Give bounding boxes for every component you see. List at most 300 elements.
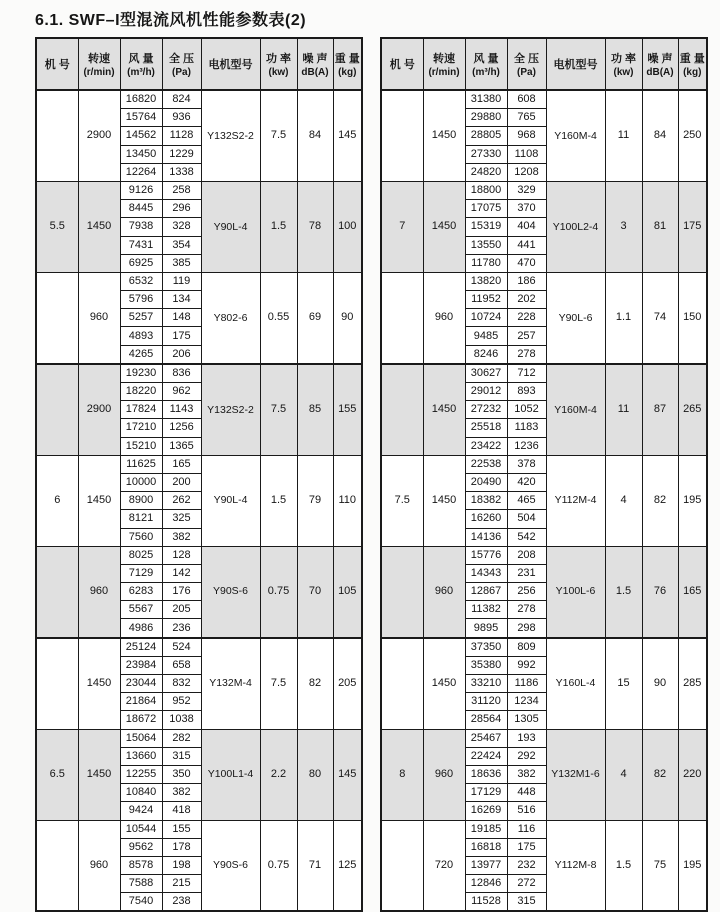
speed-cell: 1450 [423,638,465,729]
header-unit: (r/min) [83,67,115,78]
airflow-cell: 7129 [120,564,162,582]
pressure-cell: 712 [507,364,546,383]
motor-model-cell: Y112M-8 [546,820,605,911]
airflow-cell: 23044 [120,675,162,693]
weight-cell: 195 [678,455,707,546]
airflow-cell: 17129 [465,784,507,802]
pressure-cell: 350 [162,765,201,783]
airflow-cell: 28564 [465,711,507,729]
pressure-cell: 142 [162,564,201,582]
header-label: 噪 声 [302,53,328,65]
machine-number-cell [381,364,423,455]
pressure-cell: 278 [507,345,546,364]
motor-model-cell: Y100L1-4 [201,729,260,820]
pressure-cell: 128 [162,546,201,564]
airflow-cell: 14343 [465,564,507,582]
motor-model-cell: Y160L-4 [546,638,605,729]
speed-cell: 1450 [78,729,120,820]
airflow-cell: 4265 [120,345,162,364]
airflow-cell: 12867 [465,583,507,601]
airflow-cell: 15776 [465,546,507,564]
airflow-cell: 30627 [465,364,507,383]
machine-number-cell [36,820,78,911]
power-cell: 4 [605,729,642,820]
airflow-cell: 16820 [120,90,162,109]
pressure-cell: 832 [162,675,201,693]
pressure-cell: 465 [507,492,546,510]
machine-number-cell [381,272,423,363]
noise-cell: 71 [297,820,333,911]
pressure-cell: 215 [162,875,201,893]
motor-model-cell: Y160M-4 [546,90,605,181]
power-cell: 1.5 [260,181,297,272]
airflow-cell: 10544 [120,820,162,838]
noise-cell: 80 [297,729,333,820]
weight-cell: 265 [678,364,707,455]
airflow-cell: 9895 [465,619,507,638]
noise-cell: 70 [297,546,333,637]
noise-cell: 85 [297,364,333,455]
motor-model-cell: Y132M-4 [201,638,260,729]
airflow-cell: 20490 [465,473,507,491]
pressure-cell: 809 [507,638,546,657]
airflow-cell: 31120 [465,693,507,711]
column-header [605,38,642,90]
fan-spec-table [380,37,708,912]
pressure-cell: 278 [507,601,546,619]
spec-table-right [380,37,708,912]
pressure-cell: 329 [507,181,546,199]
pressure-cell: 382 [162,528,201,546]
speed-cell: 1450 [78,455,120,546]
pressure-cell: 385 [162,254,201,272]
airflow-cell: 12255 [120,765,162,783]
machine-number-cell: 8 [381,729,423,820]
noise-cell: 78 [297,181,333,272]
noise-cell: 84 [642,90,678,181]
speed-cell: 1450 [423,181,465,272]
pressure-cell: 1229 [162,145,201,163]
pressure-cell: 315 [162,747,201,765]
airflow-cell: 6283 [120,583,162,601]
airflow-cell: 17075 [465,200,507,218]
airflow-cell: 9126 [120,181,162,199]
weight-cell: 165 [678,546,707,637]
airflow-cell: 18220 [120,383,162,401]
pressure-cell: 516 [507,802,546,820]
pressure-cell: 382 [507,765,546,783]
table-row [381,546,707,564]
pressure-cell: 155 [162,820,201,838]
airflow-cell: 27232 [465,401,507,419]
machine-number-cell [36,638,78,729]
power-cell: 7.5 [260,364,297,455]
speed-cell: 960 [423,729,465,820]
header-label: 电机型号 [553,59,598,71]
airflow-cell: 6532 [120,272,162,290]
pressure-cell: 176 [162,583,201,601]
table-row [36,90,362,109]
airflow-cell: 9485 [465,327,507,345]
motor-model-cell: Y802-6 [201,272,260,363]
header-unit: dB(A) [646,67,674,78]
airflow-cell: 8578 [120,856,162,874]
power-cell: 1.5 [260,455,297,546]
header-label: 机 号 [44,59,70,71]
airflow-cell: 17824 [120,401,162,419]
pressure-cell: 824 [162,90,201,109]
header-unit: (Pa) [172,67,191,78]
column-header [162,38,201,90]
noise-cell: 79 [297,455,333,546]
pressure-cell: 193 [507,729,546,747]
airflow-cell: 23984 [120,656,162,674]
speed-cell: 960 [423,546,465,637]
table-header [381,38,707,90]
pressure-cell: 298 [507,619,546,638]
pressure-cell: 282 [162,729,201,747]
pressure-cell: 524 [162,638,201,657]
airflow-cell: 8445 [120,200,162,218]
table-row [381,820,707,838]
pressure-cell: 238 [162,893,201,912]
airflow-cell: 5257 [120,309,162,327]
airflow-cell: 11528 [465,893,507,912]
pressure-cell: 420 [507,473,546,491]
airflow-cell: 21864 [120,693,162,711]
airflow-cell: 8121 [120,510,162,528]
column-header [201,38,260,90]
table-header [36,38,362,90]
pressure-cell: 148 [162,309,201,327]
machine-number-cell [381,90,423,181]
weight-cell: 205 [333,638,362,729]
pressure-cell: 542 [507,528,546,546]
airflow-cell: 14562 [120,127,162,145]
motor-model-cell: Y90S-6 [201,546,260,637]
weight-cell: 220 [678,729,707,820]
airflow-cell: 22538 [465,455,507,473]
airflow-cell: 29880 [465,109,507,127]
weight-cell: 175 [678,181,707,272]
machine-number-cell [36,272,78,363]
airflow-cell: 31380 [465,90,507,109]
header-unit: (kg) [683,67,702,78]
power-cell: 4 [605,455,642,546]
airflow-cell: 24820 [465,163,507,181]
column-header [465,38,507,90]
power-cell: 0.55 [260,272,297,363]
header-unit: (m³/h) [472,67,500,78]
noise-cell: 76 [642,546,678,637]
airflow-cell: 5796 [120,291,162,309]
pressure-cell: 228 [507,309,546,327]
column-header [260,38,297,90]
airflow-cell: 13550 [465,236,507,254]
airflow-cell: 12846 [465,875,507,893]
table-row [36,638,362,657]
pressure-cell: 1234 [507,693,546,711]
motor-model-cell: Y90L-4 [201,181,260,272]
airflow-cell: 12264 [120,163,162,181]
weight-cell: 250 [678,90,707,181]
pressure-cell: 296 [162,200,201,218]
motor-model-cell: Y90S-6 [201,820,260,911]
motor-model-cell: Y132M1-6 [546,729,605,820]
airflow-cell: 18636 [465,765,507,783]
table-row [36,272,362,290]
pressure-cell: 1128 [162,127,201,145]
airflow-cell: 25518 [465,419,507,437]
airflow-cell: 13977 [465,856,507,874]
airflow-cell: 19185 [465,820,507,838]
pressure-cell: 658 [162,656,201,674]
weight-cell: 90 [333,272,362,363]
header-label: 电机型号 [208,59,253,71]
airflow-cell: 10724 [465,309,507,327]
pressure-cell: 292 [507,747,546,765]
pressure-cell: 258 [162,181,201,199]
airflow-cell: 14136 [465,528,507,546]
header-unit: dB(A) [301,67,329,78]
machine-number-cell: 6.5 [36,729,78,820]
pressure-cell: 504 [507,510,546,528]
airflow-cell: 15764 [120,109,162,127]
airflow-cell: 7560 [120,528,162,546]
machine-number-cell: 7 [381,181,423,272]
pressure-cell: 836 [162,364,201,383]
pressure-cell: 952 [162,693,201,711]
table-row [36,820,362,838]
header-label: 功 率 [610,53,637,65]
table-row [381,181,707,199]
pressure-cell: 202 [507,291,546,309]
airflow-cell: 4986 [120,619,162,638]
table-row [36,364,362,383]
machine-number-cell: 7.5 [381,455,423,546]
airflow-cell: 22424 [465,747,507,765]
airflow-cell: 10840 [120,784,162,802]
airflow-cell: 18672 [120,711,162,729]
airflow-cell: 15319 [465,218,507,236]
weight-cell: 285 [678,638,707,729]
pressure-cell: 328 [162,218,201,236]
airflow-cell: 7540 [120,893,162,912]
airflow-cell: 25467 [465,729,507,747]
airflow-cell: 16269 [465,802,507,820]
pressure-cell: 370 [507,200,546,218]
pressure-cell: 231 [507,564,546,582]
pressure-cell: 992 [507,656,546,674]
airflow-cell: 27330 [465,145,507,163]
pressure-cell: 765 [507,109,546,127]
table-row [381,455,707,473]
table-row [381,638,707,657]
table-row [36,546,362,564]
header-unit: (kw) [613,67,634,78]
airflow-cell: 4893 [120,327,162,345]
power-cell: 7.5 [260,638,297,729]
weight-cell: 195 [678,820,707,911]
pressure-cell: 418 [162,802,201,820]
motor-model-cell: Y100L-6 [546,546,605,637]
pressure-cell: 382 [162,784,201,802]
pressure-cell: 404 [507,218,546,236]
power-cell: 1.1 [605,272,642,363]
pressure-cell: 441 [507,236,546,254]
airflow-cell: 15064 [120,729,162,747]
power-cell: 11 [605,90,642,181]
airflow-cell: 29012 [465,383,507,401]
table-row [36,181,362,199]
airflow-cell: 23422 [465,437,507,455]
machine-number-cell [381,546,423,637]
airflow-cell: 35380 [465,656,507,674]
table-row [381,729,707,747]
weight-cell: 145 [333,729,362,820]
motor-model-cell: Y100L2-4 [546,181,605,272]
noise-cell: 81 [642,181,678,272]
header-label: 转速 [88,53,110,65]
pressure-cell: 1183 [507,419,546,437]
column-header [507,38,546,90]
power-cell: 0.75 [260,820,297,911]
motor-model-cell: Y112M-4 [546,455,605,546]
pressure-cell: 116 [507,820,546,838]
airflow-cell: 10000 [120,473,162,491]
pressure-cell: 256 [507,583,546,601]
airflow-cell: 13450 [120,145,162,163]
motor-model-cell: Y90L-6 [546,272,605,363]
column-header [78,38,120,90]
pressure-cell: 198 [162,856,201,874]
power-cell: 11 [605,364,642,455]
header-label: 全 压 [513,53,540,65]
airflow-cell: 8025 [120,546,162,564]
pressure-cell: 1208 [507,163,546,181]
header-unit: (r/min) [428,67,460,78]
airflow-cell: 33210 [465,675,507,693]
airflow-cell: 8900 [120,492,162,510]
pressure-cell: 1365 [162,437,201,455]
header-unit: (m³/h) [127,67,155,78]
noise-cell: 84 [297,90,333,181]
pressure-cell: 272 [507,875,546,893]
pressure-cell: 325 [162,510,201,528]
machine-number-cell [36,364,78,455]
pressure-cell: 200 [162,473,201,491]
pressure-cell: 1108 [507,145,546,163]
airflow-cell: 15210 [120,437,162,455]
table-row [381,272,707,290]
airflow-cell: 25124 [120,638,162,657]
table-row [36,455,362,473]
airflow-cell: 8246 [465,345,507,364]
airflow-cell: 28805 [465,127,507,145]
airflow-cell: 18382 [465,492,507,510]
airflow-cell: 16818 [465,838,507,856]
pressure-cell: 134 [162,291,201,309]
noise-cell: 82 [642,455,678,546]
column-header [546,38,605,90]
pressure-cell: 257 [507,327,546,345]
pressure-cell: 936 [162,109,201,127]
speed-cell: 720 [423,820,465,911]
pressure-cell: 1143 [162,401,201,419]
motor-model-cell: Y132S2-2 [201,364,260,455]
airflow-cell: 11780 [465,254,507,272]
column-header [297,38,333,90]
column-header [36,38,78,90]
table-row [36,729,362,747]
header-label: 重 量 [679,53,705,65]
power-cell: 15 [605,638,642,729]
airflow-cell: 11382 [465,601,507,619]
header-label: 功 率 [265,53,292,65]
airflow-cell: 16260 [465,510,507,528]
speed-cell: 1450 [78,638,120,729]
column-header [423,38,465,90]
speed-cell: 2900 [78,364,120,455]
table-row [381,90,707,109]
header-label: 转速 [433,53,455,65]
column-header [381,38,423,90]
airflow-cell: 9424 [120,802,162,820]
airflow-cell: 18800 [465,181,507,199]
machine-number-cell [36,90,78,181]
header-unit: (Pa) [517,67,536,78]
pressure-cell: 1338 [162,163,201,181]
airflow-cell: 7588 [120,875,162,893]
column-header [120,38,162,90]
motor-model-cell: Y132S2-2 [201,90,260,181]
header-label: 噪 声 [647,53,673,65]
airflow-cell: 7431 [120,236,162,254]
pressure-cell: 205 [162,601,201,619]
machine-number-cell: 5.5 [36,181,78,272]
power-cell: 7.5 [260,90,297,181]
pressure-cell: 175 [162,327,201,345]
header-label: 机 号 [389,59,415,71]
airflow-cell: 11625 [120,455,162,473]
tables-container [35,37,720,912]
power-cell: 2.2 [260,729,297,820]
header-row [381,38,707,90]
header-row [36,38,362,90]
pressure-cell: 1052 [507,401,546,419]
pressure-cell: 1186 [507,675,546,693]
weight-cell: 110 [333,455,362,546]
speed-cell: 960 [78,272,120,363]
machine-number-cell [381,638,423,729]
power-cell: 0.75 [260,546,297,637]
pressure-cell: 119 [162,272,201,290]
header-label: 全 压 [168,53,195,65]
power-cell: 3 [605,181,642,272]
pressure-cell: 1305 [507,711,546,729]
airflow-cell: 19230 [120,364,162,383]
weight-cell: 105 [333,546,362,637]
noise-cell: 69 [297,272,333,363]
pressure-cell: 315 [507,893,546,912]
weight-cell: 150 [678,272,707,363]
noise-cell: 82 [642,729,678,820]
pressure-cell: 378 [507,455,546,473]
airflow-cell: 13820 [465,272,507,290]
pressure-cell: 236 [162,619,201,638]
column-header [678,38,707,90]
column-header [642,38,678,90]
